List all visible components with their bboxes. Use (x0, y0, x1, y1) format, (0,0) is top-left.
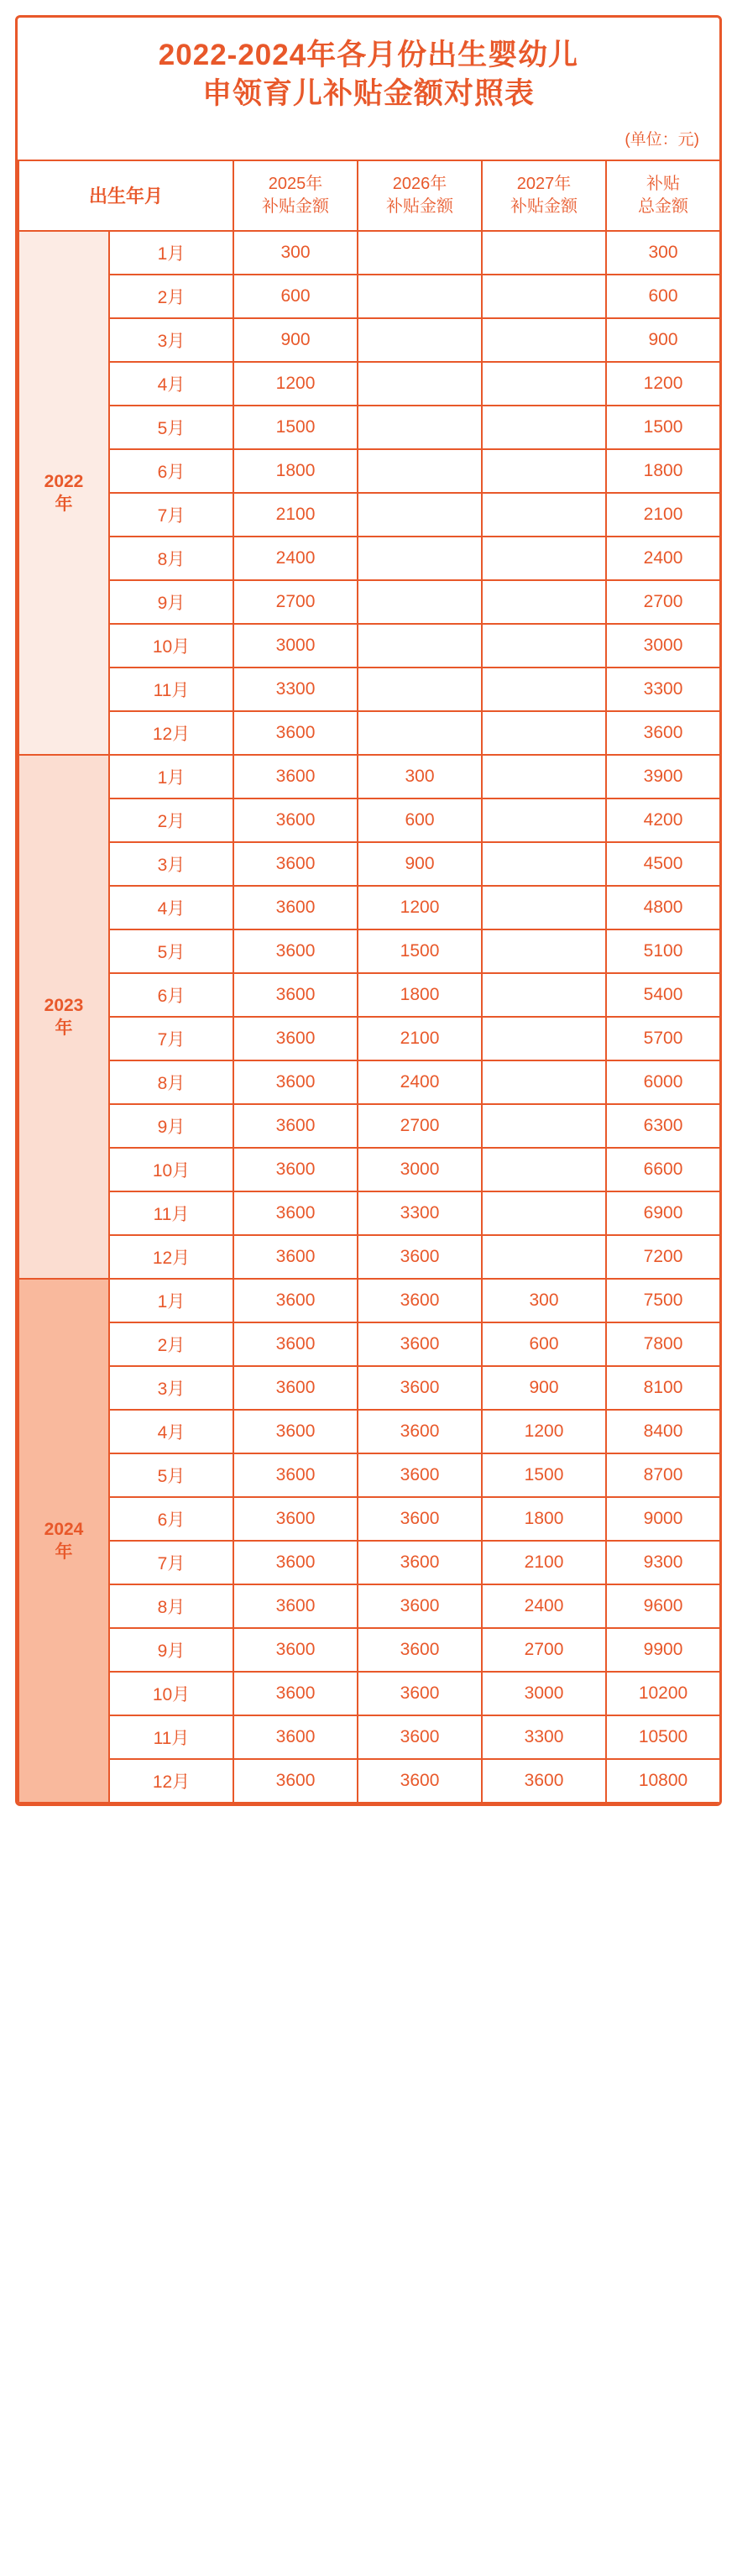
table-row (18, 842, 720, 886)
cell-2026-amount: 1200 (358, 886, 482, 929)
cell-month: 2月 (109, 798, 233, 842)
cell-month: 3月 (109, 842, 233, 886)
cell-month: 3月 (109, 318, 233, 362)
cell-total-amount: 5700 (606, 1017, 720, 1060)
table-row (18, 1759, 720, 1803)
table-row (18, 711, 720, 755)
header-2026 (358, 160, 482, 231)
cell-month: 4月 (109, 1410, 233, 1453)
cell-month: 7月 (109, 493, 233, 537)
table-row (18, 406, 720, 449)
cell-month: 8月 (109, 1584, 233, 1628)
cell-2026-amount: 2700 (358, 1104, 482, 1148)
cell-total-amount: 6900 (606, 1191, 720, 1235)
table-row (18, 973, 720, 1017)
cell-2027-amount (482, 798, 606, 842)
cell-2025-amount: 300 (233, 231, 358, 275)
table-row (18, 1410, 720, 1453)
cell-2027-amount: 3300 (482, 1715, 606, 1759)
cell-2025-amount: 3600 (233, 1672, 358, 1715)
cell-2026-amount: 300 (358, 755, 482, 798)
cell-2025-amount: 3600 (233, 842, 358, 886)
cell-2027-amount: 2700 (482, 1628, 606, 1672)
cell-2027-amount (482, 755, 606, 798)
cell-month: 5月 (109, 929, 233, 973)
cell-2027-amount (482, 842, 606, 886)
table-row (18, 1191, 720, 1235)
table-row (18, 537, 720, 580)
cell-2025-amount: 3600 (233, 1235, 358, 1279)
cell-2027-amount (482, 362, 606, 406)
year-group-number: 2024 (44, 1520, 84, 1540)
cell-2025-amount: 3000 (233, 624, 358, 668)
cell-month: 1月 (109, 1279, 233, 1322)
subsidy-table-card (15, 15, 722, 1806)
cell-2027-amount: 2400 (482, 1584, 606, 1628)
cell-month: 3月 (109, 1366, 233, 1410)
cell-2027-amount (482, 493, 606, 537)
cell-2027-amount (482, 711, 606, 755)
cell-2025-amount: 3600 (233, 1191, 358, 1235)
cell-2027-amount (482, 973, 606, 1017)
cell-2027-amount (482, 275, 606, 318)
cell-2027-amount (482, 1104, 606, 1148)
header-row (18, 160, 720, 231)
cell-2027-amount (482, 231, 606, 275)
header-2026-line1: 2026年 (392, 175, 447, 194)
year-group-suffix: 年 (55, 1018, 73, 1039)
table-body (18, 231, 720, 1803)
table-row (18, 1104, 720, 1148)
cell-2027-amount: 1800 (482, 1497, 606, 1541)
table-row (18, 1672, 720, 1715)
header-2025-line1: 2025年 (268, 175, 323, 194)
cell-2026-amount (358, 624, 482, 668)
year-group-number: 2022 (44, 472, 84, 492)
cell-total-amount: 10500 (606, 1715, 720, 1759)
cell-2026-amount: 3000 (358, 1148, 482, 1191)
cell-total-amount: 7800 (606, 1322, 720, 1366)
cell-2026-amount (358, 449, 482, 493)
cell-month: 9月 (109, 580, 233, 624)
cell-total-amount: 300 (606, 231, 720, 275)
cell-2026-amount (358, 318, 482, 362)
cell-2025-amount: 1500 (233, 406, 358, 449)
year-group-label (18, 755, 109, 1279)
year-group-number: 2023 (44, 996, 84, 1016)
cell-2027-amount (482, 929, 606, 973)
cell-total-amount: 10800 (606, 1759, 720, 1803)
cell-total-amount: 7200 (606, 1235, 720, 1279)
cell-total-amount: 1500 (606, 406, 720, 449)
table-header (18, 160, 720, 231)
cell-2027-amount (482, 624, 606, 668)
cell-month: 11月 (109, 1715, 233, 1759)
table-row (18, 1453, 720, 1497)
cell-2025-amount: 3600 (233, 929, 358, 973)
cell-2026-amount: 2100 (358, 1017, 482, 1060)
cell-total-amount: 9000 (606, 1497, 720, 1541)
cell-month: 4月 (109, 886, 233, 929)
cell-2027-amount (482, 1017, 606, 1060)
cell-2025-amount: 3600 (233, 798, 358, 842)
cell-total-amount: 9900 (606, 1628, 720, 1672)
table-row (18, 1366, 720, 1410)
cell-total-amount: 10200 (606, 1672, 720, 1715)
cell-2025-amount: 3600 (233, 755, 358, 798)
cell-total-amount: 3300 (606, 668, 720, 711)
unit-note: (单位：元) (625, 131, 699, 149)
cell-month: 9月 (109, 1628, 233, 1672)
cell-2026-amount: 3600 (358, 1541, 482, 1584)
cell-2027-amount (482, 668, 606, 711)
cell-2025-amount: 2400 (233, 537, 358, 580)
cell-month: 6月 (109, 1497, 233, 1541)
header-total-line1: 补贴 (646, 175, 681, 194)
cell-2027-amount: 2100 (482, 1541, 606, 1584)
cell-total-amount: 6600 (606, 1148, 720, 1191)
cell-total-amount: 7500 (606, 1279, 720, 1322)
cell-month: 8月 (109, 537, 233, 580)
cell-2026-amount (358, 362, 482, 406)
table-row (18, 1628, 720, 1672)
cell-2025-amount: 3600 (233, 1410, 358, 1453)
cell-2026-amount (358, 668, 482, 711)
cell-month: 11月 (109, 668, 233, 711)
cell-2025-amount: 3600 (233, 1279, 358, 1322)
cell-2027-amount: 3000 (482, 1672, 606, 1715)
header-birth-ym: 出生年月 (18, 160, 233, 231)
cell-2025-amount: 3600 (233, 1541, 358, 1584)
cell-2026-amount: 3600 (358, 1715, 482, 1759)
cell-2025-amount: 3600 (233, 711, 358, 755)
table-row (18, 1148, 720, 1191)
cell-month: 12月 (109, 1759, 233, 1803)
cell-2027-amount (482, 886, 606, 929)
cell-month: 10月 (109, 624, 233, 668)
cell-2027-amount: 3600 (482, 1759, 606, 1803)
cell-2025-amount: 3600 (233, 1148, 358, 1191)
cell-2025-amount: 3600 (233, 1322, 358, 1366)
cell-2025-amount: 2100 (233, 493, 358, 537)
cell-2026-amount (358, 231, 482, 275)
cell-2026-amount: 3600 (358, 1279, 482, 1322)
cell-total-amount: 1200 (606, 362, 720, 406)
cell-2027-amount (482, 406, 606, 449)
cell-2026-amount: 3600 (358, 1410, 482, 1453)
year-group-label (18, 1279, 109, 1803)
table-row (18, 1715, 720, 1759)
table-row (18, 580, 720, 624)
cell-2026-amount: 3600 (358, 1759, 482, 1803)
table-row (18, 886, 720, 929)
cell-total-amount: 6300 (606, 1104, 720, 1148)
cell-month: 7月 (109, 1017, 233, 1060)
cell-2026-amount: 3600 (358, 1366, 482, 1410)
cell-2026-amount: 900 (358, 842, 482, 886)
table-row (18, 1541, 720, 1584)
cell-2025-amount: 3600 (233, 1584, 358, 1628)
table-row (18, 624, 720, 668)
cell-2026-amount: 1500 (358, 929, 482, 973)
cell-total-amount: 8100 (606, 1366, 720, 1410)
cell-total-amount: 2400 (606, 537, 720, 580)
title-block (18, 18, 719, 118)
header-total-line2: 总金额 (638, 197, 689, 217)
cell-month: 11月 (109, 1191, 233, 1235)
table-row (18, 362, 720, 406)
cell-2025-amount: 3600 (233, 1715, 358, 1759)
cell-2027-amount (482, 1148, 606, 1191)
cell-2027-amount (482, 580, 606, 624)
cell-2027-amount: 900 (482, 1366, 606, 1410)
table-row (18, 668, 720, 711)
cell-2025-amount: 2700 (233, 580, 358, 624)
cell-month: 9月 (109, 1104, 233, 1148)
cell-2026-amount (358, 493, 482, 537)
cell-2026-amount: 3600 (358, 1628, 482, 1672)
cell-total-amount: 2100 (606, 493, 720, 537)
cell-month: 1月 (109, 231, 233, 275)
table-row (18, 1235, 720, 1279)
cell-month: 12月 (109, 711, 233, 755)
cell-2025-amount: 900 (233, 318, 358, 362)
cell-total-amount: 2700 (606, 580, 720, 624)
table-row (18, 1060, 720, 1104)
header-2027 (482, 160, 606, 231)
cell-month: 5月 (109, 406, 233, 449)
cell-month: 1月 (109, 755, 233, 798)
cell-month: 6月 (109, 449, 233, 493)
cell-total-amount: 3000 (606, 624, 720, 668)
year-group-label (18, 231, 109, 755)
table-row (18, 929, 720, 973)
table-row (18, 1497, 720, 1541)
page-title-line2: 申领育儿补贴金额对照表 (201, 77, 535, 111)
cell-month: 4月 (109, 362, 233, 406)
cell-total-amount: 8400 (606, 1410, 720, 1453)
table-row (18, 1017, 720, 1060)
cell-total-amount: 4200 (606, 798, 720, 842)
cell-total-amount: 8700 (606, 1453, 720, 1497)
cell-total-amount: 3600 (606, 711, 720, 755)
cell-2025-amount: 3600 (233, 1453, 358, 1497)
cell-total-amount: 5100 (606, 929, 720, 973)
cell-2027-amount: 300 (482, 1279, 606, 1322)
header-2027-line2: 补贴金额 (510, 197, 578, 217)
cell-month: 12月 (109, 1235, 233, 1279)
cell-2025-amount: 3300 (233, 668, 358, 711)
table-row (18, 1584, 720, 1628)
cell-total-amount: 1800 (606, 449, 720, 493)
cell-2027-amount (482, 1060, 606, 1104)
cell-total-amount: 5400 (606, 973, 720, 1017)
table-row (18, 493, 720, 537)
cell-month: 10月 (109, 1672, 233, 1715)
cell-2027-amount: 600 (482, 1322, 606, 1366)
cell-2027-amount: 1500 (482, 1453, 606, 1497)
cell-2025-amount: 3600 (233, 1060, 358, 1104)
cell-2025-amount: 1200 (233, 362, 358, 406)
cell-2025-amount: 3600 (233, 1497, 358, 1541)
cell-total-amount: 3900 (606, 755, 720, 798)
table-row (18, 449, 720, 493)
year-group-suffix: 年 (55, 495, 73, 515)
cell-month: 2月 (109, 275, 233, 318)
cell-2026-amount: 600 (358, 798, 482, 842)
subsidy-table (18, 160, 721, 1804)
cell-2026-amount: 3600 (358, 1584, 482, 1628)
cell-2025-amount: 1800 (233, 449, 358, 493)
cell-2027-amount (482, 318, 606, 362)
cell-2025-amount: 3600 (233, 973, 358, 1017)
cell-month: 2月 (109, 1322, 233, 1366)
cell-total-amount: 900 (606, 318, 720, 362)
cell-total-amount: 4800 (606, 886, 720, 929)
cell-total-amount: 6000 (606, 1060, 720, 1104)
cell-month: 7月 (109, 1541, 233, 1584)
header-2025-line2: 补贴金额 (262, 197, 330, 217)
cell-total-amount: 9300 (606, 1541, 720, 1584)
cell-2025-amount: 3600 (233, 886, 358, 929)
table-row (18, 1322, 720, 1366)
cell-2026-amount (358, 580, 482, 624)
page-title-line1: 2022-2024年各月份出生婴幼儿 (158, 39, 579, 71)
table-row (18, 318, 720, 362)
cell-2026-amount (358, 406, 482, 449)
cell-2026-amount (358, 537, 482, 580)
cell-2027-amount: 1200 (482, 1410, 606, 1453)
header-total (606, 160, 720, 231)
cell-2026-amount (358, 275, 482, 318)
header-2025 (233, 160, 358, 231)
cell-2025-amount: 3600 (233, 1017, 358, 1060)
table-row (18, 798, 720, 842)
cell-2027-amount (482, 1191, 606, 1235)
cell-2026-amount: 1800 (358, 973, 482, 1017)
cell-2026-amount: 3600 (358, 1497, 482, 1541)
cell-2025-amount: 3600 (233, 1628, 358, 1672)
cell-2026-amount: 2400 (358, 1060, 482, 1104)
table-row (18, 231, 720, 275)
cell-2025-amount: 3600 (233, 1366, 358, 1410)
cell-2026-amount: 3600 (358, 1235, 482, 1279)
cell-total-amount: 9600 (606, 1584, 720, 1628)
cell-month: 8月 (109, 1060, 233, 1104)
table-row (18, 755, 720, 798)
cell-2025-amount: 3600 (233, 1759, 358, 1803)
header-2027-line1: 2027年 (516, 175, 572, 194)
cell-2026-amount: 3600 (358, 1672, 482, 1715)
table-row (18, 275, 720, 318)
cell-2026-amount (358, 711, 482, 755)
year-group-suffix: 年 (55, 1542, 73, 1563)
cell-2025-amount: 600 (233, 275, 358, 318)
cell-2027-amount (482, 537, 606, 580)
cell-2026-amount: 3600 (358, 1453, 482, 1497)
table-row (18, 1279, 720, 1322)
cell-2025-amount: 3600 (233, 1104, 358, 1148)
cell-total-amount: 600 (606, 275, 720, 318)
cell-month: 6月 (109, 973, 233, 1017)
cell-2026-amount: 3300 (358, 1191, 482, 1235)
cell-month: 5月 (109, 1453, 233, 1497)
cell-total-amount: 4500 (606, 842, 720, 886)
header-2026-line2: 补贴金额 (386, 197, 454, 217)
cell-month: 10月 (109, 1148, 233, 1191)
cell-2027-amount (482, 1235, 606, 1279)
cell-2026-amount: 3600 (358, 1322, 482, 1366)
cell-2027-amount (482, 449, 606, 493)
